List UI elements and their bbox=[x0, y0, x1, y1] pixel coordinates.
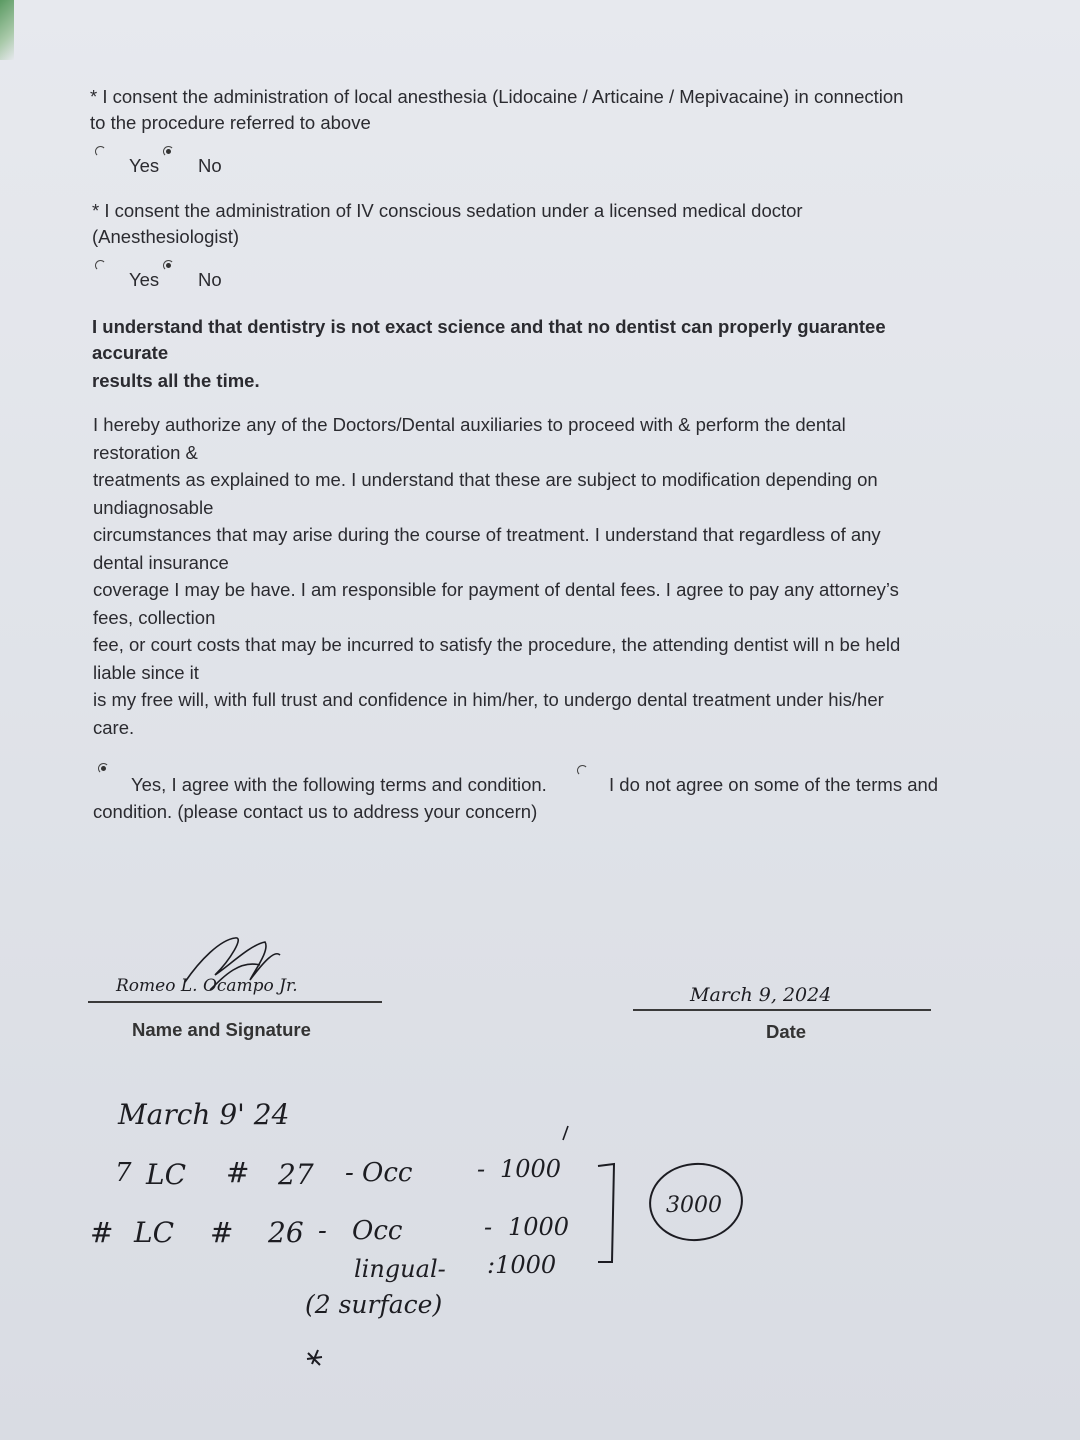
page-edge bbox=[0, 0, 14, 60]
anesthesia-no-radio[interactable] bbox=[163, 146, 174, 157]
sedation-no-label: No bbox=[198, 269, 222, 290]
signature-line bbox=[88, 1001, 382, 1003]
date-line bbox=[633, 1009, 931, 1011]
sedation-yes-label: Yes bbox=[129, 269, 160, 290]
date-label: Date bbox=[766, 1021, 807, 1042]
agree-radio[interactable] bbox=[98, 763, 109, 774]
sedation-yes-radio[interactable] bbox=[95, 260, 106, 271]
anesthesia-yes-radio[interactable] bbox=[95, 146, 106, 157]
notes-total: 3000 bbox=[666, 1193, 722, 1218]
consent-sedation-question: * I consent the administration of IV conscious sedation under a licensed medical doctor (Anesthesiologist) bbox=[92, 200, 803, 247]
check-mark bbox=[304, 1347, 326, 1369]
disagree-radio[interactable] bbox=[577, 765, 588, 776]
disagree-label-cont: condition. (please contact us to address your concern) bbox=[93, 801, 538, 822]
consent-anesthesia-question: * I consent the administration of local anesthesia (Lidocaine / Articaine / Mepivacaine) in connection to the procedure referred to above bbox=[90, 86, 904, 133]
agree-label: Yes, I agree with the following terms and condition. bbox=[131, 774, 547, 795]
sedation-no-radio[interactable] bbox=[163, 260, 174, 271]
disagree-label: I do not agree on some of the terms and bbox=[609, 774, 939, 795]
notes-date: March 9' 24 bbox=[118, 1098, 290, 1131]
notes-surface-note: (2 surface) bbox=[305, 1290, 443, 1319]
anesthesia-no-label: No bbox=[198, 155, 222, 176]
anesthesia-yes-label: Yes bbox=[129, 155, 160, 176]
date-written: March 9, 2024 bbox=[690, 984, 832, 1006]
authorization-paragraph: I hereby authorize any of the Doctors/Dental auxiliaries to proceed with & perform the dental restoration & treatments as explained to me. I understand that these are subject to modification depending on undiagnosable circumstances that may arise during the course of treatment. I understand that regardless of any dental insurance coverage I may be have. I am responsible for payment of dental fees. I agree to pay any attorney’s fees, collection fee, or court costs that may be incurred to satisfy the procedure, the attending dentist will n be held liable since it is my free will, with full trust and confidence in him/her, to undergo dental treatment under his/her care. bbox=[93, 414, 901, 738]
name-signature-label: Name and Signature bbox=[132, 1019, 311, 1040]
bracket-mark bbox=[596, 1162, 622, 1266]
disclaimer-paragraph: I understand that dentistry is not exact science and that no dentist can properly guarantee accurate results all the time. bbox=[92, 316, 886, 391]
tick-mark bbox=[556, 1124, 576, 1144]
signature-written-name: Romeo L. Ocampo Jr. bbox=[116, 976, 298, 996]
